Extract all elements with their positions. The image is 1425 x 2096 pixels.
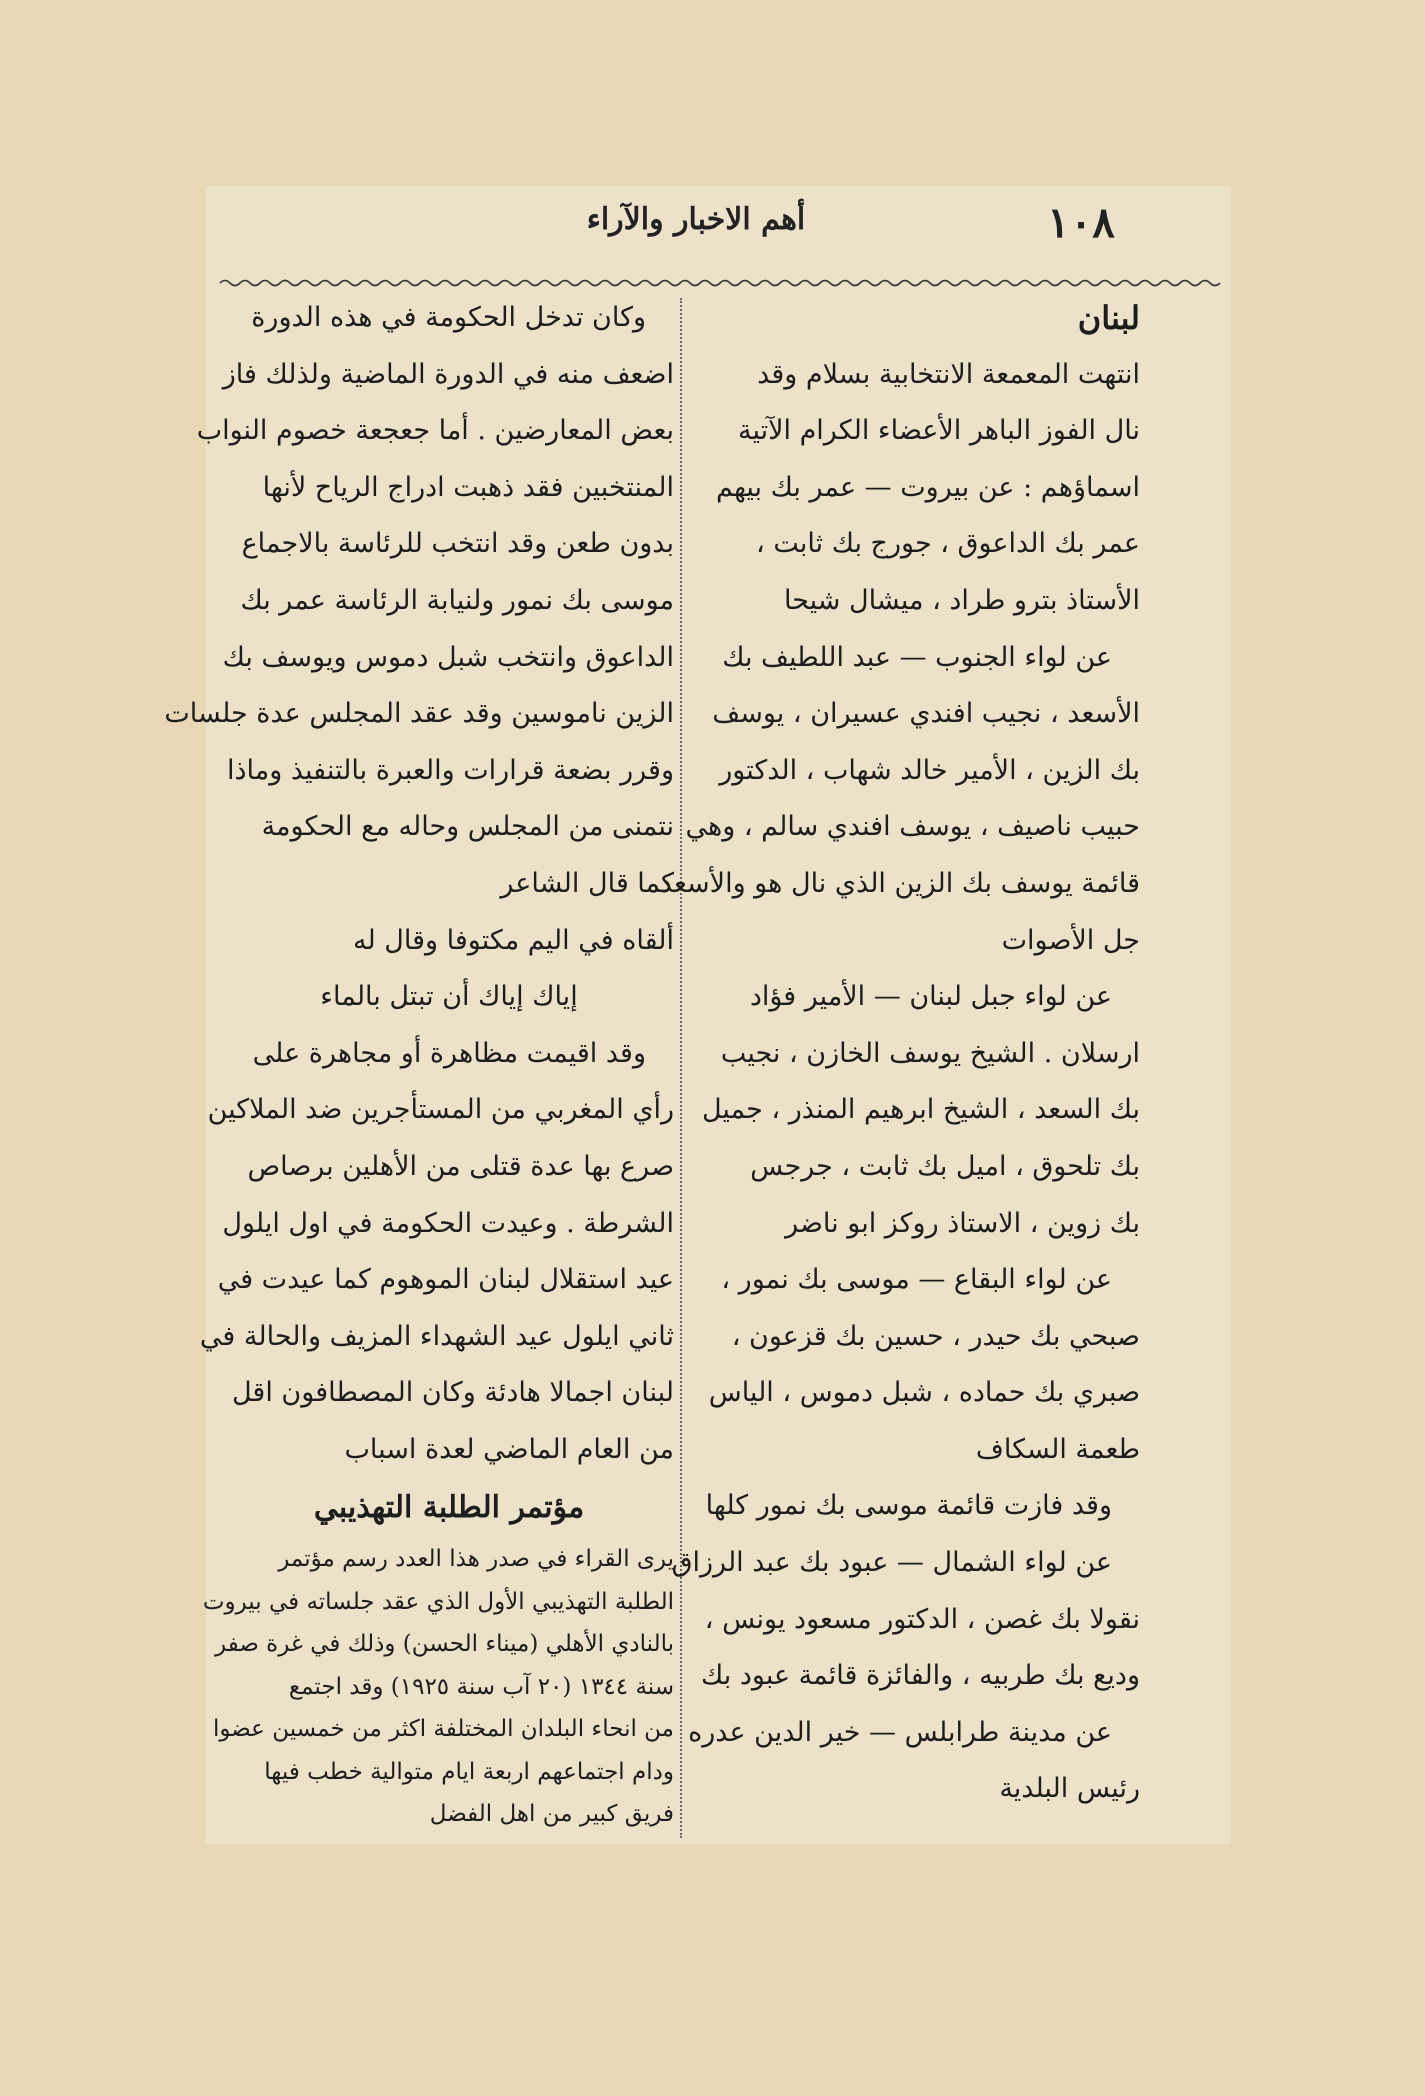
text-line: بك زوين ، الاستاذ روكز ابو ناضر xyxy=(785,1207,1140,1239)
text-line: بك الزين ، الأمير خالد شهاب ، الدكتور xyxy=(719,754,1140,786)
section-heading-lebanon: لبنان xyxy=(1077,299,1140,337)
text-line: بك تلحوق ، اميل بك ثابت ، جرجس xyxy=(750,1150,1140,1182)
text-line: صبري بك حماده ، شبل دموس ، الياس xyxy=(708,1377,1140,1409)
text-line: صرع بها عدة قتلى من الأهلين برصاص xyxy=(247,1150,674,1182)
text-line: عن لواء البقاع — موسى بك نمور ، xyxy=(721,1264,1112,1296)
text-line: موسى بك نمور ولنيابة الرئاسة عمر بك xyxy=(240,584,674,616)
text-line: ودام اجتماعهم اربعة ايام متوالية خطب فيها xyxy=(264,1758,674,1785)
text-line: الشرطة . وعيدت الحكومة في اول ايلول xyxy=(222,1207,674,1239)
poem-verse: ألقاه في اليم مكتوفا وقال له xyxy=(352,924,674,956)
text-line: حبيب ناصيف ، يوسف افندي سالم ، وهي xyxy=(685,811,1140,843)
newspaper-page xyxy=(164,186,1231,1844)
text-line: وقد فازت قائمة موسى بك نمور كلها xyxy=(705,1490,1112,1522)
text-line: نتمنى من المجلس وحاله مع الحكومة xyxy=(261,811,674,843)
text-line: رأي المغربي من المستأجرين ضد الملاكين xyxy=(207,1094,674,1126)
text-line: من انحاء البلدان المختلفة اكثر من خمسين عضوا xyxy=(212,1716,674,1743)
text-line: ارسلان . الشيخ يوسف الخازن ، نجيب xyxy=(720,1037,1140,1069)
text-line: قائمة يوسف بك الزين الذي نال هو والأسعد xyxy=(659,867,1140,899)
text-line: بدون طعن وقد انتخب للرئاسة بالاجماع xyxy=(241,528,674,560)
wavy-header-rule xyxy=(220,278,1220,288)
text-line: عن لواء جبل لبنان — الأمير فؤاد xyxy=(749,981,1112,1013)
running-title: أهم الاخبار والآراء xyxy=(586,202,806,237)
text-line: كما قال الشاعر xyxy=(500,867,674,899)
column-divider xyxy=(680,298,682,1838)
text-line: بعض المعارضين . أما جعجعة خصوم النواب xyxy=(196,415,674,447)
section-heading-student-congress: مؤتمر الطلبة التهذيبي xyxy=(313,1490,585,1526)
text-line: الزين ناموسين وقد عقد المجلس عدة جلسات xyxy=(164,698,674,730)
text-line: نقولا بك غصن ، الدكتور مسعود يونس ، xyxy=(704,1603,1140,1635)
congress-paragraph xyxy=(202,1538,674,1836)
text-line: عيد استقلال لبنان الموهوم كما عيدت في xyxy=(217,1264,674,1296)
text-line: الأسعد ، نجيب افندي عسيران ، يوسف xyxy=(712,698,1140,730)
text-line: الأستاذ بترو طراد ، ميشال شيحا xyxy=(783,584,1140,616)
right-column xyxy=(659,290,1140,1818)
text-line: من العام الماضي لعدة اسباب xyxy=(344,1433,674,1465)
page-header xyxy=(206,186,1231,272)
text-line: اسماؤهم : عن بيروت — عمر بك بيهم xyxy=(715,471,1140,503)
left-column xyxy=(164,290,674,1836)
text-line: اضعف منه في الدورة الماضية ولذلك فاز xyxy=(222,358,674,390)
text-line: انتهت المعمعة الانتخابية بسلام وقد xyxy=(757,358,1140,390)
text-line: عمر بك الداعوق ، جورج بك ثابت ، xyxy=(756,528,1140,560)
text-line: صبحي بك حيدر ، حسين بك قزعون ، xyxy=(731,1320,1140,1352)
text-line: ثاني ايلول عيد الشهداء المزيف والحالة في xyxy=(199,1320,674,1352)
text-line: بالنادي الأهلي (ميناء الحسن) وذلك في غرة صفر xyxy=(215,1631,674,1658)
text-line: وقرر بضعة قرارات والعبرة بالتنفيذ وماذا xyxy=(227,754,674,786)
text-line: رئيس البلدية xyxy=(999,1773,1140,1805)
text-line: طعمة السكاف xyxy=(975,1433,1140,1465)
text-line: وكان تدخل الحكومة في هذه الدورة xyxy=(251,302,646,333)
text-line: الداعوق وانتخب شبل دموس ويوسف بك xyxy=(222,641,674,673)
text-line: يرى القراء في صدر هذا العدد رسم مؤتمر xyxy=(278,1546,674,1573)
text-line: وديع بك طربيه ، والفائزة قائمة عبود بك xyxy=(701,1660,1140,1692)
text-line: المنتخبين فقد ذهبت ادراج الرياح لأنها xyxy=(262,471,674,503)
text-line: سنة ١٣٤٤ (٢٠ آب سنة ١٩٢٥) وقد اجتمع xyxy=(288,1673,674,1700)
text-line: نال الفوز الباهر الأعضاء الكرام الآتية xyxy=(737,415,1140,447)
text-line: عن لواء الشمال — عبود بك عبد الرزاق xyxy=(671,1547,1112,1579)
text-line: عن مدينة طرابلس — خير الدين عدره xyxy=(688,1716,1112,1748)
text-line: عن لواء الجنوب — عبد اللطيف بك xyxy=(722,641,1112,673)
page-number: ١٠٨ xyxy=(1047,198,1115,247)
text-line: وقد اقيمت مظاهرة أو مجاهرة على xyxy=(252,1037,646,1069)
text-line: جل الأصوات xyxy=(1001,924,1140,956)
poem-verse: إياك إياك أن تبتل بالماء xyxy=(320,981,578,1013)
text-line: بك السعد ، الشيخ ابرهيم المنذر ، جميل xyxy=(701,1094,1140,1126)
text-line: الطلبة التهذيبي الأول الذي عقد جلساته في بيروت xyxy=(202,1588,674,1615)
text-line: فريق كبير من اهل الفضل xyxy=(429,1801,674,1828)
text-line: لبنان اجمالا هادئة وكان المصطافون اقل xyxy=(231,1377,674,1409)
